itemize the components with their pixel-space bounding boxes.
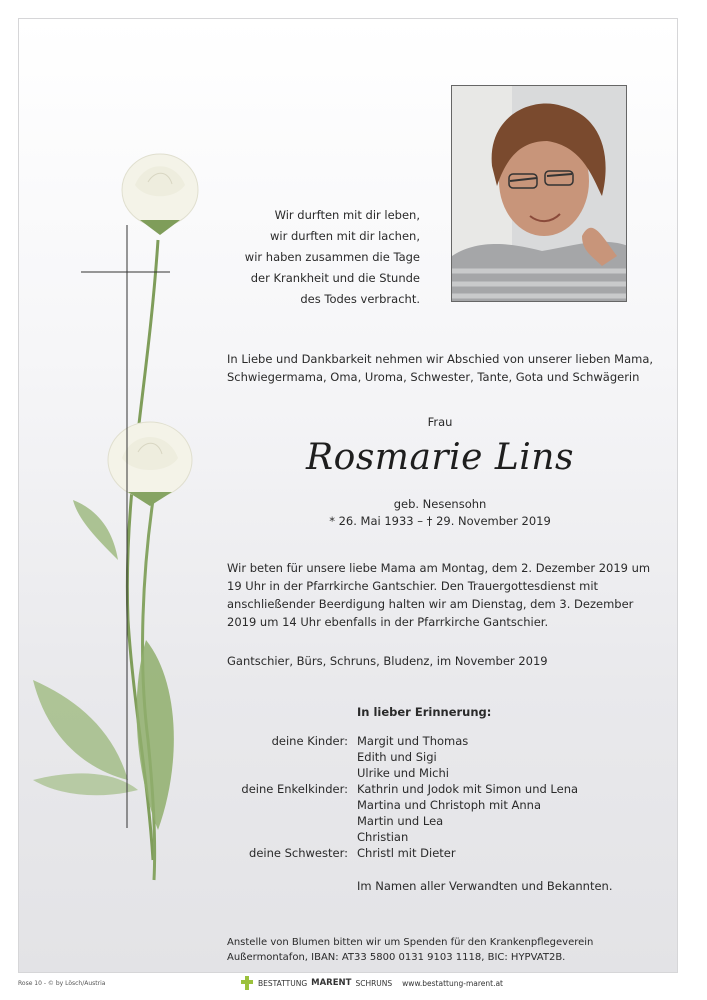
closing-line: Im Namen aller Verwandten und Bekannten. — [357, 879, 613, 893]
portrait-photo — [451, 85, 627, 302]
logo-brand: MARENT — [311, 978, 352, 988]
relation-label-children: deine Kinder: — [271, 734, 348, 748]
portrait-illustration — [452, 86, 627, 302]
mourner-name: Ulrike und Michi — [357, 766, 449, 780]
mourner-name: Edith und Sigi — [357, 750, 437, 764]
deceased-name: Rosmarie Lins — [306, 437, 574, 478]
leaf-left — [33, 680, 128, 780]
poem-line: wir durften mit dir lachen, — [270, 229, 420, 243]
cross-logo-icon — [240, 976, 254, 990]
life-dates: * 26. Mai 1933 – † 29. November 2019 — [329, 514, 551, 528]
logo-url: www.bestattung-marent.at — [402, 978, 503, 988]
honorific: Frau — [427, 415, 453, 429]
funeral-home-logo — [240, 976, 503, 990]
poem-line: der Krankheit und die Stunde — [250, 271, 420, 285]
logo-town: SCHRUNS — [355, 978, 393, 988]
mourner-name: Kathrin und Jodok mit Simon und Lena — [357, 782, 579, 796]
service-details: Wir beten für unsere liebe Mama am Montag, dem 2. Dezember 2019 um 19 Uhr in der Pfarrkirche Gantschier. Den Trauergottesdienst mit anschließender Beerdigung halten wir am Dienstag, dem 3. Dezember 2019 um 14 Uhr ebenfalls in der Pfarrkirche Gantschier. — [227, 561, 651, 629]
donation-note: Anstelle von Blumen bitten wir um Spenden für den Krankenpflegeverein Außermontafon, IBAN: AT33 5800 0131 9103 1118, BIC: HYPVAT2B. — [227, 937, 594, 963]
rose-illustration — [28, 140, 228, 900]
mourner-name: Christl mit Dieter — [357, 846, 456, 860]
mourner-name: Christian — [357, 830, 409, 844]
leaf-large — [137, 640, 174, 830]
poem-line: Wir durften mit dir leben, — [274, 208, 420, 222]
rose-upper — [122, 154, 198, 235]
intro-text: In Liebe und Dankbarkeit nehmen wir Abschied von unserer lieben Mama, Schwiegermama, Oma, Uroma, Schwester, Tante, Gota und Schwägerin — [227, 352, 654, 384]
birth-name: geb. Nesensohn — [393, 497, 487, 511]
poem — [240, 205, 420, 310]
logo-prefix: BESTATTUNG — [258, 978, 308, 988]
leaf-small — [73, 500, 118, 560]
mourner-name: Martin und Lea — [357, 814, 444, 828]
rose-lower — [108, 422, 192, 506]
relation-label-sister: deine Schwester: — [249, 846, 348, 860]
image-credit: Rose 10 - © by Lösch/Austria — [18, 980, 106, 987]
poem-line: des Todes verbracht. — [300, 292, 420, 306]
place-date: Gantschier, Bürs, Schruns, Bludenz, im November 2019 — [227, 654, 548, 668]
memory-heading: In lieber Erinnerung: — [357, 705, 492, 719]
mourner-name: Margit und Thomas — [357, 734, 469, 748]
relation-label-grandchildren: deine Enkelkinder: — [241, 782, 348, 796]
mourner-name: Martina und Christoph mit Anna — [357, 798, 541, 812]
poem-line: wir haben zusammen die Tage — [244, 250, 420, 264]
